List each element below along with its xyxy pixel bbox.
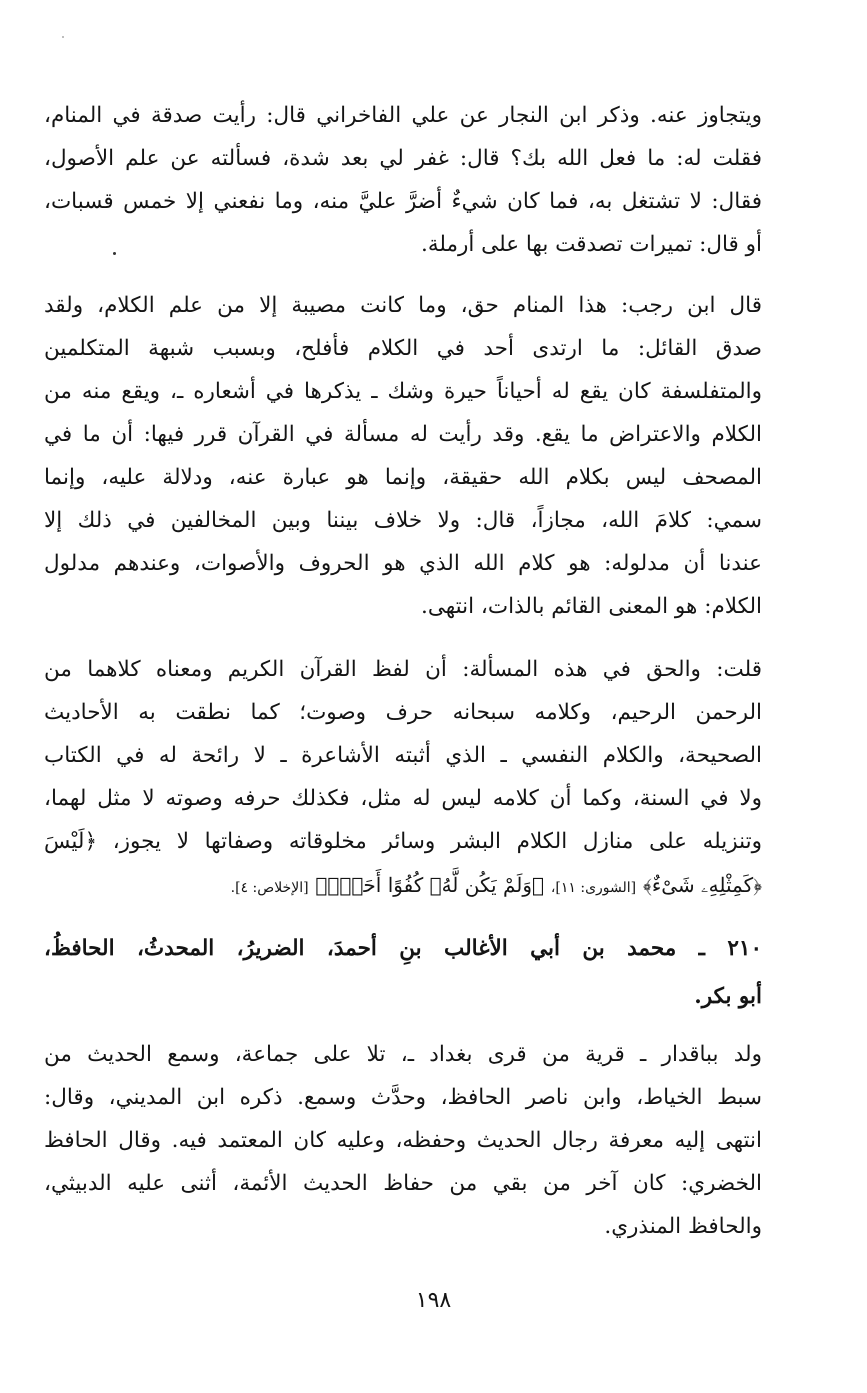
- text-line: قلت: والحق في هذه المسألة: أن لفظ القرآن الكريم ومعناه كلاهما من: [44, 657, 762, 682]
- text-line: والمتفلسفة كان يقع له أحياناً حيرة وشك ـ يذكرها في أشعاره ـ، ويقع منه من: [44, 379, 762, 404]
- text-line: الخضري: كان آخر من بقي من حفاظ الحديث الأئمة، أثنى عليه الدبيثي،: [44, 1171, 762, 1196]
- text-line: الكلام والاعتراض ما يقع. وقد رأيت له مسألة في القرآن قرر فيها: أن ما في: [44, 422, 762, 447]
- text-line: سمي: كلامَ الله، مجازاً، قال: ولا خلاف بيننا وبين المخالفين في ذلك إلا: [44, 508, 762, 533]
- text-line: الصحيحة، والكلام النفسي ـ الذي أثبته الأشاعرة ـ لا رائحة له في الكتاب: [44, 743, 762, 768]
- page-number: ١٩٨: [415, 1288, 452, 1313]
- text-line: ولد بباقدار ـ قرية من قرى بغداد ـ، تلا على جماعة، وسمع الحديث من: [44, 1042, 762, 1067]
- text-line: أو قال: تميرات تصدقت بها على أرملة.: [421, 232, 762, 257]
- scan-speck: [113, 252, 116, 255]
- text-line: صدق القائل: ما ارتدى أحد في الكلام فأفلح، وبسبب شبهة المتكلمين: [44, 336, 762, 361]
- heading-line: ٢١٠ ـ محمد بن أبي الأغالب بنِ أحمدَ، الضريرُ، المحدثُ، الحافظُ،: [44, 936, 762, 961]
- text-line: قال ابن رجب: هذا المنام حق، وما كانت مصيبة إلا من علم الكلام، ولقد: [44, 293, 762, 318]
- quran-reference: [الشورى: ١١]،: [550, 880, 637, 896]
- text-line: عندنا أن مدلوله: هو كلام الله الذي هو الحروف والأصوات، وعندهم مدلول: [44, 551, 762, 576]
- quran-reference: [الإخلاص: ٤].: [230, 880, 309, 896]
- scan-speck: [62, 36, 64, 38]
- quran-verse: ﴿وَلَمْ يَكُن لَّهُۥ كُفُوًا أَحَدٌۢ﴾: [315, 873, 545, 897]
- text-line: ولا في السنة، وكما أن كلامه ليس له مثل، فكذلك حرفه وصوته لا مثل لهما،: [44, 786, 762, 811]
- text-line: فقال: لا تشتغل به، فما كان شيءٌ أضرَّ عليَّ منه، وما نفعني إلا خمس قسبات،: [44, 189, 762, 214]
- text-line: المصحف ليس بكلام الله حقيقة، وإنما هو عبارة عنه، ودلالة عليه، وإنما: [44, 465, 762, 490]
- text-line: فقلت له: ما فعل الله بك؟ قال: غفر لي بعد شدة، فسألته عن علم الأصول،: [44, 146, 762, 171]
- text-line: والحافظ المنذري.: [604, 1214, 762, 1239]
- quran-verse-text: كَمِثْلِهِۦ شَىْءٌ: [651, 873, 754, 897]
- text-line-with-quran: [44, 865, 762, 905]
- quran-verse: ﴿كَمِثْلِهِۦ شَىْءٌ﴾: [642, 873, 762, 897]
- text-line: الكلام: هو المعنى القائم بالذات، انتهى.: [420, 594, 762, 619]
- heading-line: أبو بكر.: [694, 984, 762, 1009]
- text-line: الرحمن الرحيم، وكلامه سبحانه حرف وصوت؛ كما نطقت به الأحاديث: [44, 700, 762, 725]
- text-line: وتنزيله على منازل الكلام البشر وسائر مخلوقاته وصفاتها لا يجوز، ﴿لَيْسَ: [44, 829, 762, 854]
- text-line: انتهى إليه معرفة رجال الحديث وحفظه، وعليه كان المعتمد فيه. وقال الحافظ: [44, 1128, 762, 1153]
- quran-verse-text: وَلَمْ يَكُن لَّهُۥ كُفُوًا أَحَدٌۢ: [327, 873, 533, 897]
- text-line: سبط الخياط، وابن ناصر الحافظ، وحدَّث وسمع. ذكره ابن المديني، وقال:: [44, 1085, 762, 1110]
- text-line: ويتجاوز عنه. وذكر ابن النجار عن علي الفاخراني قال: رأيت صدقة في المنام،: [44, 103, 762, 128]
